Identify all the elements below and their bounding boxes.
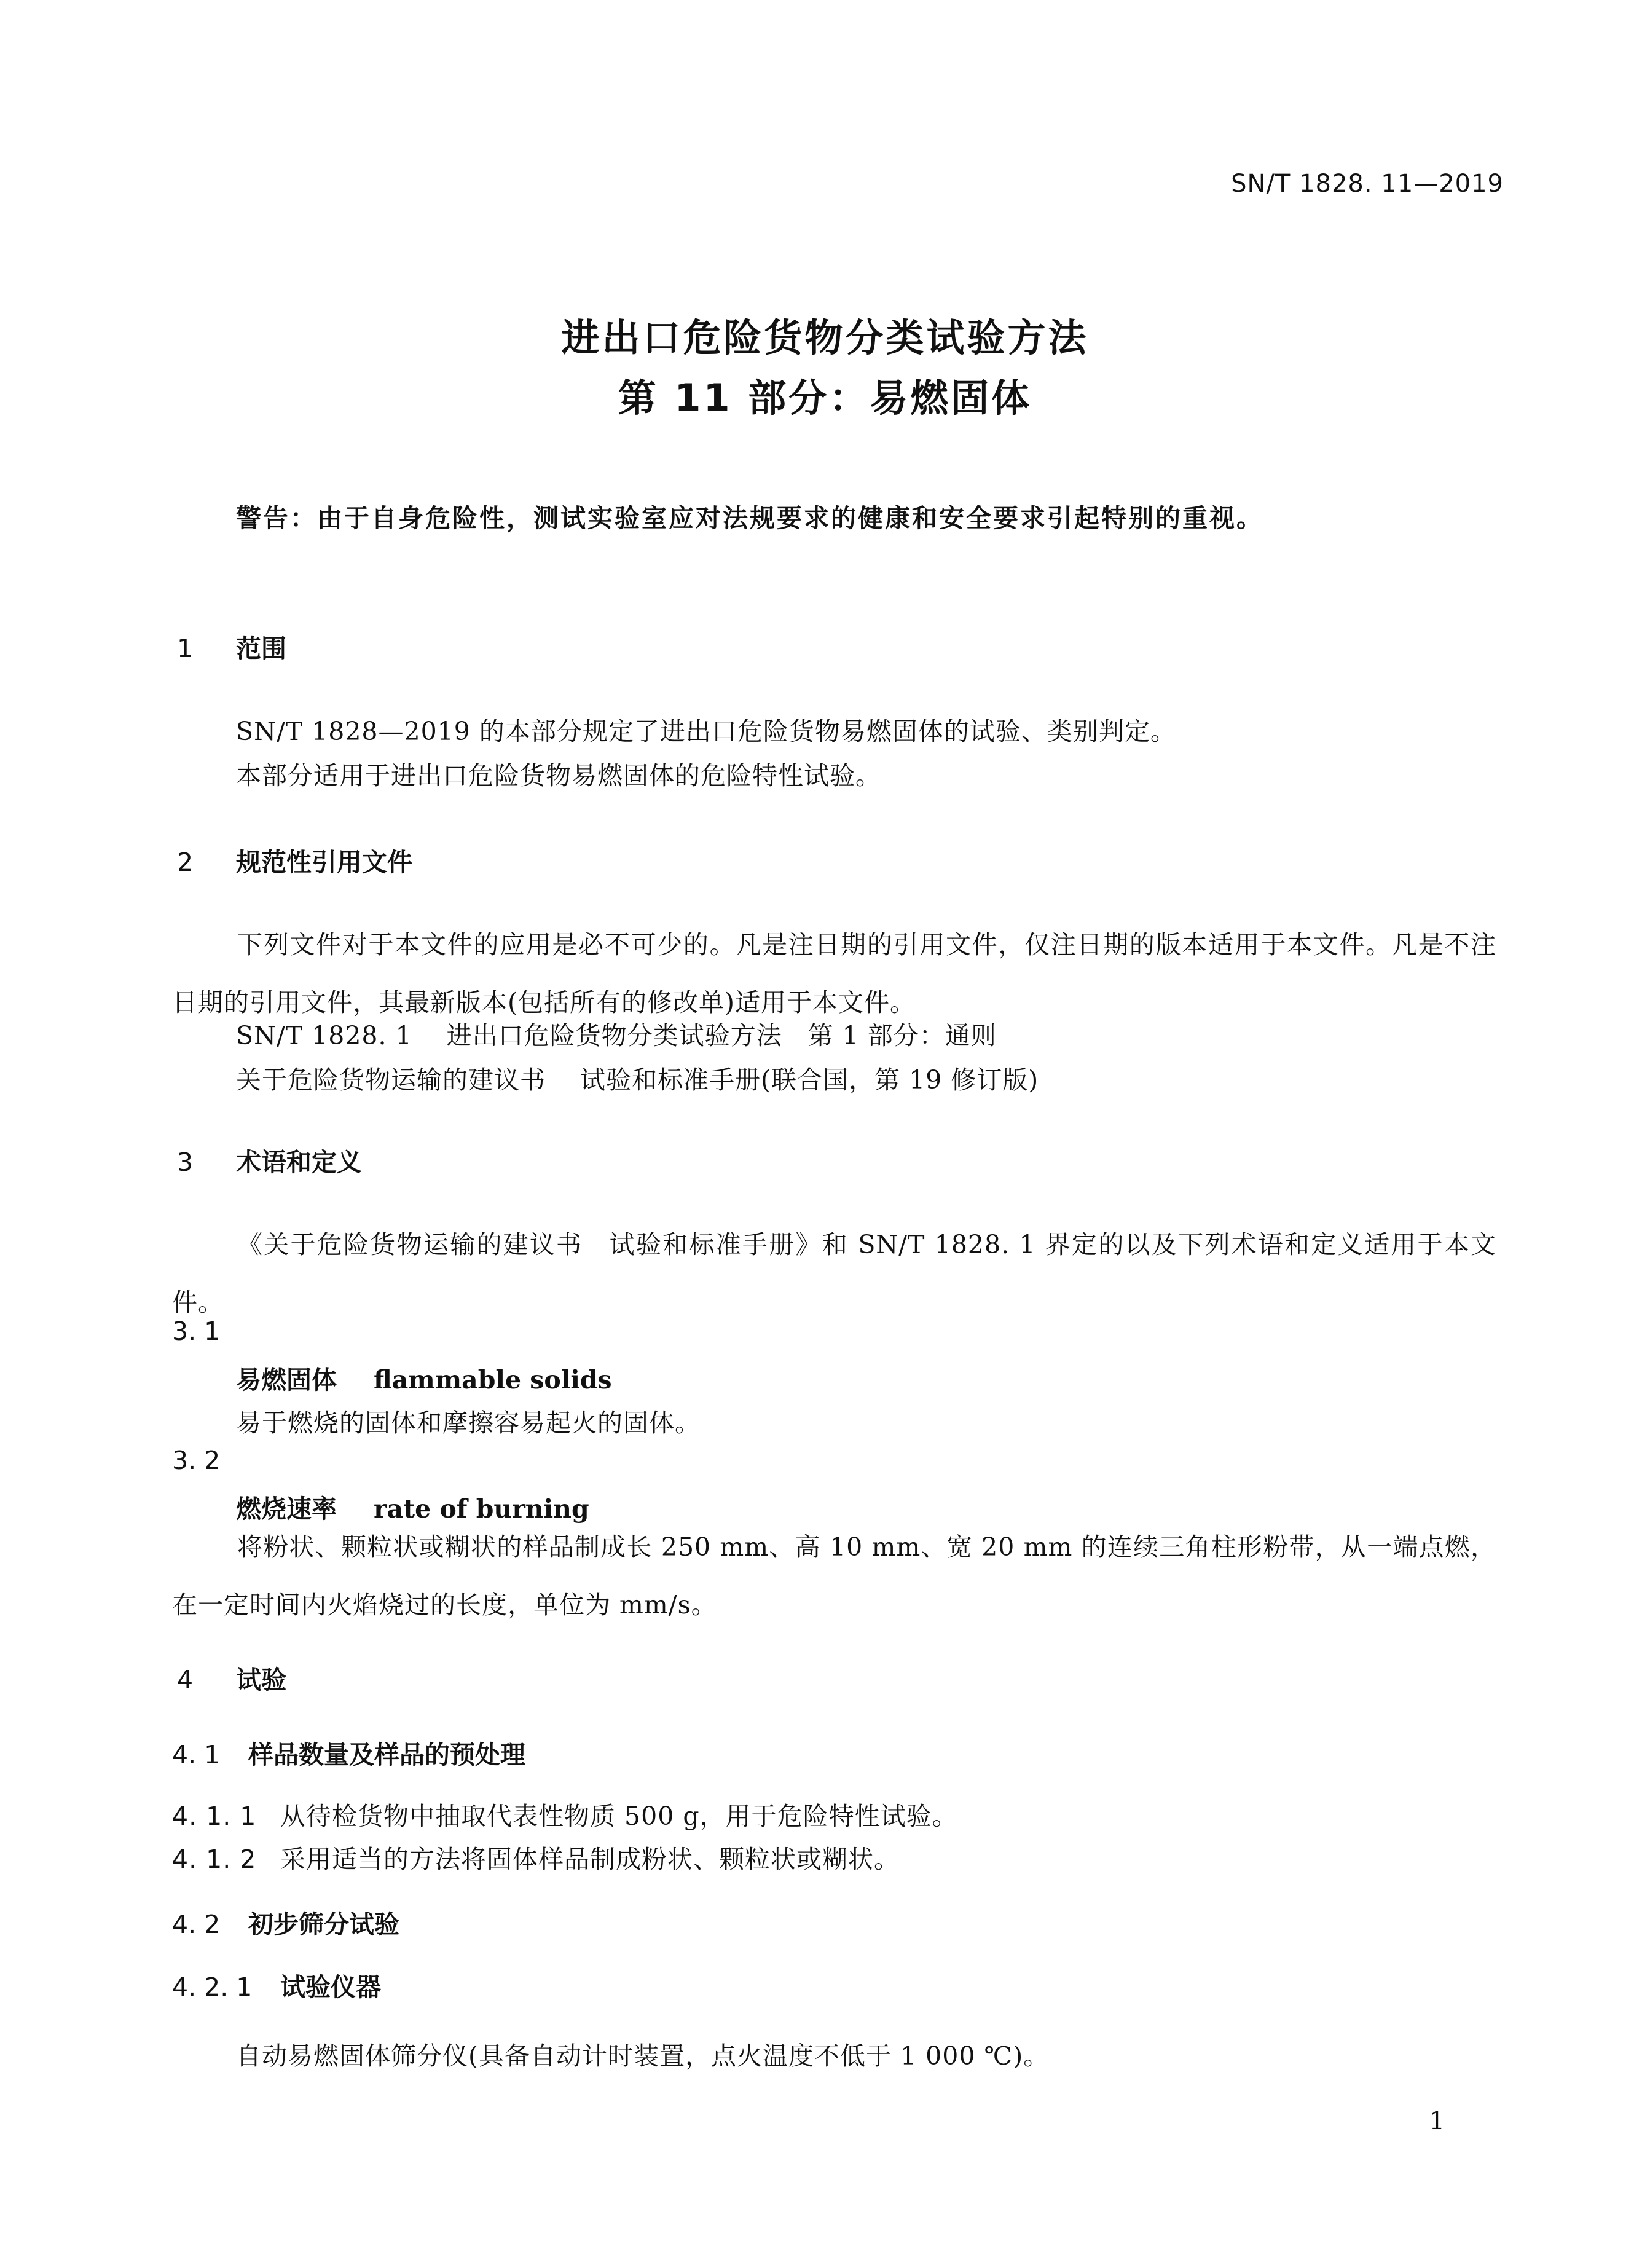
term-3-1-heading — [236, 1360, 612, 1396]
document-title-line2: 第 11 部分：易燃固体 — [618, 376, 1032, 420]
terms-intro: 《关于危险货物运输的建议书 试验和标准手册》和 SN/T 1828. 1 界定的以及下列术语和定义适用于本文件。 — [172, 1230, 1496, 1317]
term-chinese: 燃烧速率 — [236, 1494, 337, 1524]
section-number: 1 — [177, 634, 194, 663]
reference-item-1 — [236, 1015, 997, 1052]
subsection-number: 4. 2. 1 — [172, 1972, 253, 2002]
section-4-heading — [177, 1660, 286, 1696]
document-title-line1: 进出口危险货物分类试验方法 — [561, 315, 1089, 360]
subsection-4-1-heading — [172, 1734, 525, 1771]
subsection-4-2-1-heading — [172, 1967, 381, 2003]
section-3-heading — [177, 1142, 362, 1178]
subsection-title: 试验仪器 — [280, 1972, 381, 2002]
clause-number: 4. 1. 2 — [172, 1845, 257, 1874]
section-2-heading — [177, 842, 412, 878]
standard-code: SN/T 1828. 11—2019 — [1231, 170, 1504, 198]
scope-paragraph-2: 本部分适用于进出口危险货物易燃固体的危险特性试验。 — [236, 761, 881, 790]
normative-references-intro: 下列文件对于本文件的应用是必不可少的。凡是注日期的引用文件，仅注日期的版本适用于本文件。凡是不注日期的引用文件，其最新版本(包括所有的修改单)适用于本文件。 — [172, 930, 1496, 1017]
safety-warning: 警告：由于自身危险性，测试实验室应对法规要求的健康和安全要求引起特别的重视。 — [236, 503, 1263, 533]
reference-title-part-b: 试验和标准手册(联合国，第 19 修订版) — [580, 1065, 1039, 1095]
clause-number: 4. 1. 1 — [172, 1801, 257, 1831]
reference-title: 进出口危险货物分类试验方法 第 1 部分：通则 — [446, 1021, 997, 1050]
scope-paragraph-1: SN/T 1828—2019 的本部分规定了进出口危险货物易燃固体的试验、类别判定。 — [236, 717, 1176, 746]
subsection-number: 4. 1 — [172, 1740, 221, 1770]
section-number: 3 — [177, 1148, 194, 1177]
term-3-2-definition: 将粉状、颗粒状或糊状的样品制成长 250 mm、高 10 mm、宽 20 mm 的连续三角柱形粉带，从一端点燃，在一定时间内火焰烧过的长度，单位为 mm/s。 — [172, 1532, 1496, 1620]
term-number-3-2: 3. 2 — [172, 1446, 221, 1475]
term-english: rate of burning — [374, 1494, 589, 1524]
section-1-heading — [177, 628, 286, 664]
clause-text: 从待检货物中抽取代表性物质 500 g，用于危险特性试验。 — [280, 1801, 958, 1831]
section-title: 规范性引用文件 — [236, 848, 412, 877]
section-title: 试验 — [236, 1665, 286, 1695]
subsection-title: 样品数量及样品的预处理 — [248, 1740, 525, 1770]
clause-4-1-2 — [172, 1839, 900, 1875]
reference-code: SN/T 1828. 1 — [236, 1021, 412, 1050]
reference-item-2 — [236, 1060, 1039, 1096]
subsection-4-2-heading — [172, 1904, 399, 1940]
subsection-title: 初步筛分试验 — [248, 1910, 399, 1939]
section-number: 2 — [177, 848, 194, 877]
term-3-1-definition: 易于燃烧的固体和摩擦容易起火的固体。 — [236, 1408, 701, 1438]
section-title: 术语和定义 — [236, 1148, 362, 1177]
page-number: 1 — [1429, 2107, 1445, 2135]
term-english: flammable solids — [374, 1365, 612, 1395]
term-number-3-1: 3. 1 — [172, 1317, 221, 1346]
clause-text: 采用适当的方法将固体样品制成粉状、颗粒状或糊状。 — [280, 1845, 900, 1874]
instrument-description: 自动易燃固体筛分仪(具备自动计时装置，点火温度不低于 1 000 ℃)。 — [236, 2041, 1050, 2071]
clause-4-1-1 — [172, 1796, 958, 1832]
section-title: 范围 — [236, 634, 286, 663]
subsection-number: 4. 2 — [172, 1910, 221, 1939]
term-chinese: 易燃固体 — [236, 1365, 337, 1395]
reference-title-part-a: 关于危险货物运输的建议书 — [236, 1065, 546, 1095]
section-number: 4 — [177, 1665, 194, 1695]
